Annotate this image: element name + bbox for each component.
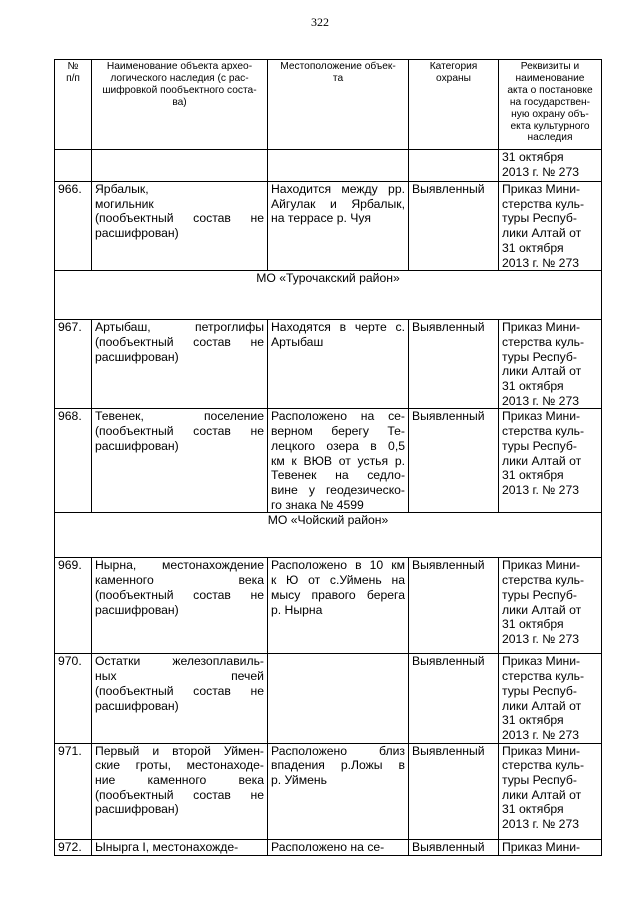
text-line: ва): [172, 96, 187, 108]
cell-num: 969.: [55, 558, 92, 654]
text-line: 31 октября: [502, 468, 564, 483]
header-num: [55, 60, 92, 150]
text-line: стерства куль-: [502, 758, 585, 773]
cell-details: [499, 150, 602, 182]
text-line: вине у геодезическо-: [271, 482, 405, 497]
text-line: та: [332, 72, 344, 84]
text-line: на государствен-: [509, 96, 591, 108]
text-line: стерства куль-: [502, 334, 585, 349]
text-line: (пообъектный состав не: [95, 211, 264, 226]
text-line: 2013 г. № 273: [502, 817, 580, 832]
text-line: Приказ Мини-: [502, 409, 581, 424]
table-row: [55, 320, 602, 409]
text-line: акта о постановке: [507, 84, 593, 96]
text-line: (пообъектный состав не: [95, 587, 264, 602]
text-line: Нырна, местонахождение: [95, 558, 264, 573]
table-row: [55, 654, 602, 743]
text-line: Ярбалык,: [95, 182, 149, 196]
cell-details: [499, 409, 602, 513]
text-line: Ынырга I, местонахожде-: [95, 839, 239, 854]
header-category: [409, 60, 499, 150]
cell-location: [268, 320, 409, 409]
table-row: [55, 409, 602, 513]
text-line: ных печей: [95, 669, 264, 684]
cell-category: Выявленный: [409, 743, 499, 839]
text-line: 2013 г. № 273: [502, 631, 580, 646]
text-line: лики Алтай от: [502, 453, 582, 468]
text-line: каменного века: [95, 573, 264, 588]
text-line: лецкого озера в 0,5: [271, 438, 405, 453]
text-line: р. Уймень: [271, 773, 327, 788]
table-header-row: [55, 60, 602, 150]
text-line: Тевенек, поселение: [95, 409, 264, 424]
text-line: туры Респуб-: [502, 773, 577, 788]
text-line: Первый и второй Уймен-: [95, 743, 264, 758]
cell-name: [92, 654, 268, 743]
header-name: [92, 60, 268, 150]
cell-num: 971.: [55, 743, 92, 839]
text-line: на террасе р. Чуя: [271, 211, 371, 226]
text-line: верном берегу Те-: [271, 424, 405, 439]
cell-name: [92, 839, 268, 855]
text-line: Приказ Мини-: [502, 839, 581, 854]
text-line: 31 октября: [502, 617, 564, 632]
text-line: расшифрован): [95, 226, 179, 241]
text-line: №: [67, 61, 79, 72]
cell-category: Выявленный: [409, 558, 499, 654]
text-line: Расположено на се-: [271, 409, 405, 424]
cell-name: [92, 182, 268, 271]
text-line: лики Алтай от: [502, 698, 582, 713]
text-line: 31 октября: [502, 240, 564, 255]
cell-details: [499, 182, 602, 271]
cell-location: [268, 839, 409, 855]
text-line: 31 октября: [502, 150, 564, 164]
text-line: 2013 г. № 273: [502, 393, 580, 408]
text-line: п/п: [66, 72, 80, 84]
text-line: впадения р.Ложы в: [271, 758, 405, 773]
cell-location: [268, 654, 409, 743]
text-line: 2013 г. № 273: [502, 255, 580, 270]
text-line: лики Алтай от: [502, 226, 582, 241]
text-line: Реквизиты и: [520, 61, 580, 72]
text-line: (пообъектный состав не: [95, 683, 264, 698]
text-line: туры Респуб-: [502, 587, 577, 602]
continuation-row: [55, 150, 602, 182]
cell-num: 966.: [55, 182, 92, 271]
cell-category: Выявленный: [409, 409, 499, 513]
text-line: лики Алтай от: [502, 602, 582, 617]
section-title: МО «Турочакский район»: [55, 271, 602, 320]
text-line: стерства куль-: [502, 196, 585, 211]
text-line: (пообъектный состав не: [95, 334, 264, 349]
cell-name: [92, 743, 268, 839]
text-line: Находится между рр.: [271, 182, 405, 196]
text-line: могильник: [95, 196, 154, 211]
text-line: расшифрован): [95, 602, 179, 617]
text-line: Артыбаш: [271, 334, 324, 349]
text-line: Расположено в 10 км: [271, 558, 405, 573]
text-line: охраны: [436, 72, 471, 84]
cell-num: 967.: [55, 320, 92, 409]
text-line: 2013 г. № 273: [502, 164, 580, 179]
text-line: екта культурного: [510, 120, 590, 132]
cell-name: [92, 558, 268, 654]
cell-location: [268, 558, 409, 654]
text-line: Тевенек на седло-: [271, 468, 405, 483]
cell-name: [92, 320, 268, 409]
text-line: ские гроты, местонаходе-: [95, 758, 264, 773]
text-line: (пообъектный состав не: [95, 787, 264, 802]
cell-details: [499, 654, 602, 743]
text-line: Приказ Мини-: [502, 320, 581, 335]
text-line: Артыбаш, петроглифы: [95, 320, 264, 335]
text-line: стерства куль-: [502, 669, 585, 684]
text-line: стерства куль-: [502, 424, 585, 439]
text-line: 31 октября: [502, 802, 564, 817]
text-line: к Ю от с.Уймень на: [271, 573, 405, 588]
text-line: км к ВЮВ от устья р.: [271, 453, 405, 468]
text-line: туры Респуб-: [502, 438, 577, 453]
table-row: [55, 743, 602, 839]
text-line: лики Алтай от: [502, 364, 582, 379]
table-row: [55, 182, 602, 271]
text-line: туры Респуб-: [502, 211, 577, 226]
cell-details: [499, 558, 602, 654]
cell-name: [92, 150, 268, 182]
text-line: наследия: [527, 132, 573, 144]
text-line: Приказ Мини-: [502, 743, 581, 758]
text-line: Айгулак и Ярбалык,: [271, 196, 405, 211]
section-row: [55, 271, 602, 320]
text-line: (пообъектный состав не: [95, 424, 264, 439]
text-line: стерства куль-: [502, 573, 585, 588]
text-line: расшифрован): [95, 438, 179, 453]
cell-category: Выявленный: [409, 654, 499, 743]
table-row: [55, 839, 602, 855]
cell-location: [268, 409, 409, 513]
text-line: туры Респуб-: [502, 349, 577, 364]
section-title: МО «Чойский район»: [55, 513, 602, 558]
cell-location: [268, 182, 409, 271]
text-line: Остатки железоплавиль-: [95, 654, 264, 669]
text-line: шифровкой пообъектного соста-: [102, 84, 257, 96]
cell-details: [499, 839, 602, 855]
section-row: [55, 513, 602, 558]
text-line: логического наследия (с рас-: [110, 72, 249, 84]
text-line: туры Респуб-: [502, 683, 577, 698]
text-line: 31 октября: [502, 379, 564, 394]
text-line: го знака № 4599: [271, 497, 364, 512]
text-line: наименование: [515, 72, 585, 84]
text-line: лики Алтай от: [502, 787, 582, 802]
cell-details: [499, 743, 602, 839]
cell-category: Выявленный: [409, 182, 499, 271]
text-line: Местоположение объек-: [280, 61, 396, 72]
cell-category: Выявленный: [409, 320, 499, 409]
header-location: [268, 60, 409, 150]
header-details: [499, 60, 602, 150]
text-line: 31 октября: [502, 713, 564, 728]
text-line: 2013 г. № 273: [502, 482, 580, 497]
cell-location: [268, 150, 409, 182]
cell-num: 970.: [55, 654, 92, 743]
text-line: р. Нырна: [271, 602, 323, 617]
text-line: ние каменного века: [95, 773, 264, 788]
text-line: расшифрован): [95, 349, 179, 364]
text-line: Приказ Мини-: [502, 654, 581, 669]
text-line: расшифрован): [95, 698, 179, 713]
text-line: ную охрану объ-: [511, 108, 589, 120]
text-line: Приказ Мини-: [502, 182, 581, 196]
text-line: мысу правого берега: [271, 587, 405, 602]
cell-category: [409, 150, 499, 182]
cell-num: [55, 150, 92, 182]
cell-details: [499, 320, 602, 409]
text-line: 2013 г. № 273: [502, 727, 580, 742]
cell-name: [92, 409, 268, 513]
text-line: Расположено близ: [271, 743, 405, 758]
page-number: 322: [311, 15, 329, 29]
cell-location: [268, 743, 409, 839]
text-line: расшифрован): [95, 802, 179, 817]
table-row: [55, 558, 602, 654]
text-line: Расположено на се-: [271, 839, 385, 854]
cell-category: Выявленный: [409, 839, 499, 855]
text-line: Категория: [429, 61, 478, 72]
text-line: Находятся в черте с.: [271, 320, 405, 335]
text-line: Наименование объекта архео-: [106, 61, 253, 72]
heritage-register-table: [54, 59, 602, 856]
cell-num: 968.: [55, 409, 92, 513]
cell-num: 972.: [55, 839, 92, 855]
text-line: Приказ Мини-: [502, 558, 581, 573]
